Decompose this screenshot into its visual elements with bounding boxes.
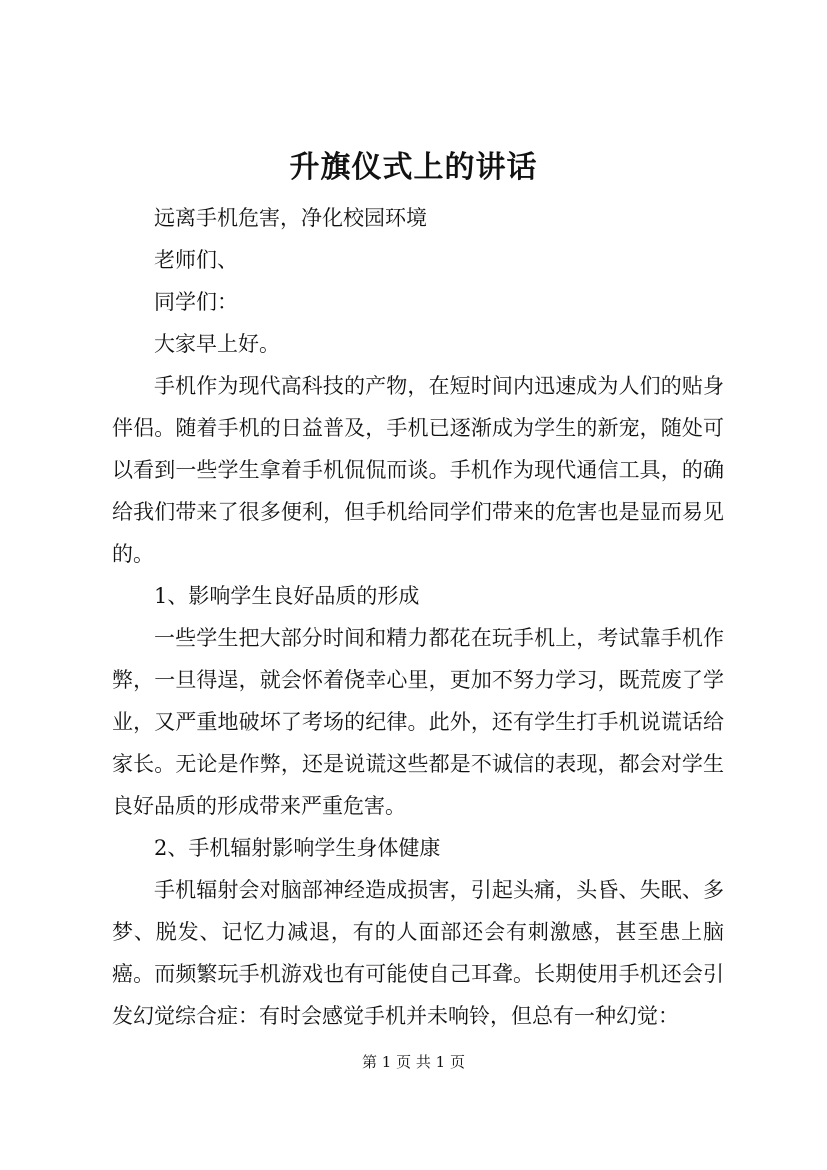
section-heading-1: 1、影响学生良好品质的形成 [154,584,420,608]
salutation-students: 同学们： [154,290,238,314]
section-1-paragraph: 一些学生把大部分时间和精力都花在玩手机上，考试靠手机作弊，一旦得逞，就会怀着侥幸心里，更加不努力学习，既荒废了学业，又严重地破坏了考场的纪律。此外，还有学生打手机说谎话给家长。无论是作弊，还是说谎这些都是不诚信的表现，都会对学生良好品质的形成带来严重危害。 [112,626,724,818]
subtitle-paragraph: 远离手机危害，净化校园环境 [154,206,427,230]
greeting-paragraph: 大家早上好。 [154,332,280,356]
document-title: 升旗仪式上的讲话 [289,150,538,185]
section-2-paragraph: 手机辐射会对脑部神经造成损害，引起头痛，头昏、失眠、多梦、脱发、记忆力减退，有的人面部还会有刺激感，甚至患上脑癌。而频繁玩手机游戏也有可能使自己耳聋。长期使用手机还会引发幻觉综合症：有时会感觉手机并未响铃，但总有一种幻觉： [112,878,724,1028]
salutation-teachers: 老师们、 [154,248,238,272]
section-heading-2: 2、手机辐射影响学生身体健康 [154,836,441,860]
document-body [112,197,724,1037]
intro-paragraph: 手机作为现代高科技的产物，在短时间内迅速成为人们的贴身伴侣。随着手机的日益普及，手机已逐渐成为学生的新宠，随处可以看到一些学生拿着手机侃侃而谈。手机作为现代通信工具，的确给我们带来了很多便利，但手机给同学们带来的危害也是显而易见的。 [112,374,724,566]
page-number-footer: 第 1 页 共 1 页 [362,1053,465,1071]
